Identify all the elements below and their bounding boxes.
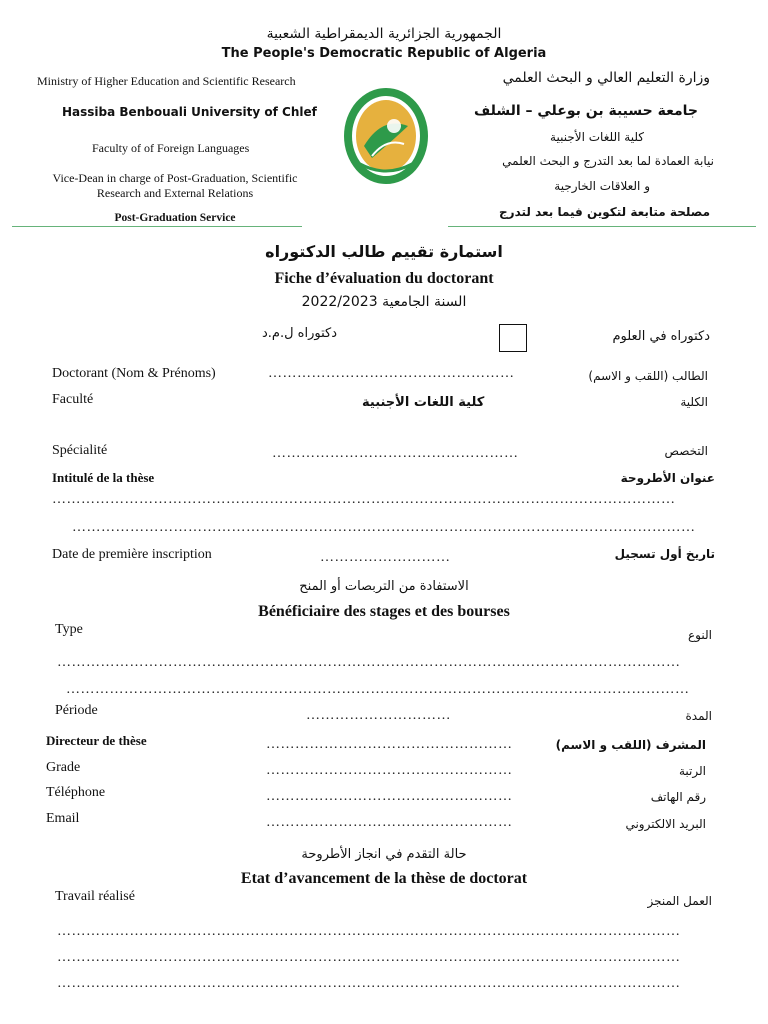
form-title-fr: Fiche d’évaluation du doctorant <box>274 270 494 287</box>
these-field-line-2[interactable]: ………………………………………………………………………………………………………………… <box>72 520 696 535</box>
grade-field[interactable]: …………………………………………… <box>266 763 513 778</box>
service-en: Post-Graduation Service <box>114 212 236 224</box>
service-ar: مصلحة متابعة لتكوين فيما بعد لتدرج <box>499 205 710 219</box>
specialite-field[interactable]: …………………………………………… <box>272 446 519 461</box>
travail-label: Travail réalisé <box>55 889 135 904</box>
ministry-ar: وزارة التعليم العالي و البحث العلمي <box>502 70 710 86</box>
header-rule-left <box>12 226 302 227</box>
doctorate-lmd-label: دكتوراه ل.م.د <box>262 326 337 341</box>
type-field-line-1[interactable]: ………………………………………………………………………………………………………………… <box>57 655 681 670</box>
stages-heading-ar: الاستفادة من التربصات أو المنح <box>299 579 469 594</box>
directeur-label-ar: المشرف (اللقب و الاسم) <box>555 738 706 752</box>
email-field[interactable]: …………………………………………… <box>266 815 513 830</box>
inscription-label-ar: تاريخ أول تسجيل <box>614 547 715 561</box>
type-label: Type <box>55 622 83 637</box>
periode-label: Période <box>55 703 98 718</box>
doctorant-label-ar: الطالب (اللقب و الاسم) <box>588 369 708 383</box>
stages-heading-fr: Bénéficiaire des stages et des bourses <box>258 603 510 620</box>
university-en: Hassiba Benbouali University of Chlef <box>62 105 317 119</box>
republic-ar: الجمهورية الجزائرية الديمقراطية الشعبية <box>266 26 502 42</box>
periode-field[interactable]: ………………………… <box>306 708 451 723</box>
travail-field-line-3[interactable]: ………………………………………………………………………………………………………………… <box>57 976 681 991</box>
republic-en: The People's Democratic Republic of Algeria <box>221 46 547 61</box>
travail-label-ar: العمل المنجز <box>647 894 712 908</box>
inscription-field[interactable]: ……………………… <box>320 550 451 565</box>
email-label-ar: البريد الالكتروني <box>625 817 706 831</box>
these-field-line-1[interactable]: ………………………………………………………………………………………………………………… <box>52 492 676 507</box>
email-label: Email <box>46 811 80 826</box>
type-label-ar: النوع <box>688 628 712 642</box>
faculty-ar: كلية اللغات الأجنبية <box>550 130 644 144</box>
telephone-label-ar: رقم الهاتف <box>650 790 706 804</box>
faculte-label: Faculté <box>52 392 94 407</box>
doctorant-label: Doctorant (Nom & Prénoms) <box>52 366 216 381</box>
faculty-en: Faculty of of Foreign Languages <box>92 141 250 155</box>
ministry-en: Ministry of Higher Education and Scientific Research <box>37 74 296 88</box>
periode-label-ar: المدة <box>685 709 712 723</box>
logo-seal-icon <box>342 86 430 186</box>
vicedean-ar-1: نيابة العمادة لما بعد التدرج و البحث العلمي <box>502 154 714 168</box>
directeur-label: Directeur de thèse <box>46 733 147 748</box>
directeur-field[interactable]: …………………………………………… <box>266 737 513 752</box>
progress-heading-fr: Etat d’avancement de la thèse de doctorat <box>240 870 528 887</box>
header-rule-right <box>448 226 756 227</box>
telephone-field[interactable]: …………………………………………… <box>266 789 513 804</box>
specialite-label-ar: التخصص <box>664 444 708 458</box>
doctorant-field[interactable]: …………………………………………… <box>268 366 515 381</box>
faculte-value: كلية اللغات الأجنبية <box>362 395 485 410</box>
progress-heading-ar: حالة التقدم في انجاز الأطروحة <box>301 847 467 862</box>
telephone-label: Téléphone <box>46 785 106 800</box>
these-label: Intitulé de la thèse <box>52 470 155 485</box>
academic-year: السنة الجامعية 2022/2023 <box>301 294 467 310</box>
these-label-ar: عنوان الأطروحة <box>620 471 715 485</box>
faculte-label-ar: الكلية <box>680 395 708 409</box>
travail-field-line-2[interactable]: ………………………………………………………………………………………………………………… <box>57 950 681 965</box>
vicedean-en-2: Research and External Relations <box>96 186 254 200</box>
travail-field-line-1[interactable]: ………………………………………………………………………………………………………………… <box>57 924 681 939</box>
type-field-line-2[interactable]: ………………………………………………………………………………………………………………… <box>66 682 690 697</box>
doctorate-sciences-checkbox[interactable] <box>499 324 527 352</box>
vicedean-ar-2: و العلاقات الخارجية <box>554 179 650 193</box>
university-logo <box>342 86 430 186</box>
vicedean-en-1: Vice-Dean in charge of Post-Graduation, Scientific <box>52 171 298 185</box>
specialite-label: Spécialité <box>52 443 108 458</box>
university-ar: جامعة حسيبة بن بوعلي – الشلف <box>473 103 698 119</box>
doctorate-sciences-label: دكتوراه في العلوم <box>612 329 710 344</box>
form-title-ar: استمارة تقييم طالب الدكتوراه <box>265 242 503 261</box>
grade-label-ar: الرتبة <box>678 764 706 778</box>
inscription-label: Date de première inscription <box>52 547 212 562</box>
grade-label: Grade <box>46 760 81 775</box>
